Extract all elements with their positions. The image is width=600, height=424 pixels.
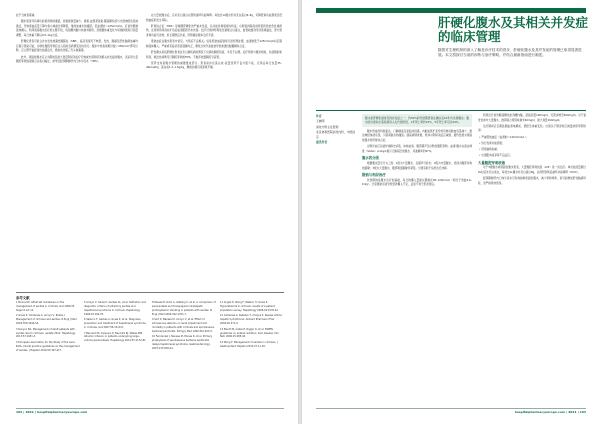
paragraph: 利尿治疗首选醛固酮拮抗剂螺内酯，起始剂量100mg/d，可逐步增至400mg/d。对于复发性或中大量腹水，推荐联合使用呋塞米40mg/d，最大剂量160mg/d。 <box>478 114 586 122</box>
paragraph: 对于3级腹水或顽固性腹水患者，大量腹腔穿刺放液（LVP）是一线治疗。单次放液量超过5L时应补充白蛋白，每放出1L腹水补充白蛋白8g，以预防穿刺后循环功能障碍（PICD）。 <box>478 166 586 174</box>
paragraph: 饮食限钠是腹水治疗的基础，每日钠摄入量建议限制在80–120mmol（相当于食盐4.6–6.9g）。过度限钠可能导致营养摄入不足，反而不利于患者预后。 <box>362 178 472 187</box>
right-page <box>302 0 600 424</box>
references-column <box>220 301 284 354</box>
references-column <box>16 301 80 354</box>
section-heading: 限钠与利尿治疗 <box>362 173 386 178</box>
reference-item: 13 Plauth M, Cabré E, Riggio O, et al. ESPEN guidelines on enteral nutrition: liver disease. Clin Nutr 2006;25:285-94. <box>220 327 279 339</box>
paragraph: 经颈静脉肝内门体分流术可有效控制顽固性腹水，减少穿刺频率，但可能增加肝性脑病风险，需严格筛选患者。 <box>478 177 586 185</box>
right-column-1 <box>362 114 472 404</box>
reference-item: 1 Moore KP, Aithal GP. Guidelines on the management of ascites in cirrhosis. Gut 2006;55 Suppl 6:vi1-12. <box>16 301 75 312</box>
left-column-1 <box>16 14 138 302</box>
reference-item: 12 Cárdenas A, Kelleher T, Chopra S. Review article: hepatic hydrothorax. Aliment Pharmacol Ther 2004;20:271-9. <box>220 314 283 326</box>
header-divider <box>316 110 586 111</box>
paragraph: 诊断评估应包括详细病史采集、体格检查、腹部超声及诊断性腹腔穿刺。血清-腹水白蛋白梯度（SAAG）≥11g/L提示门脉高压性腹水，其准确率约97%。 <box>362 145 472 153</box>
bullet-item: • 出现肌肉痉挛等不良反应。 <box>479 154 513 158</box>
reference-item: 10 Fernández J, Navasa M, Planas R, et al. Primary prophylaxis of spontaneous bacterial peritonitis delays hepatorenal syndrome. Gastroenterology 2007;133:818-24. <box>152 335 213 351</box>
reference-item: 14 Wong F. Management of ascites in cirrhosis. J Gastroenterol Hepatol 2012;27:11-20. <box>220 340 278 348</box>
reference-item: 7 Bernardi M, Caraceni P, Navickis RJ, Wilkes MM. Albumin infusion in patients undergoing large-volume paracentesis. Hepatology 2012;55:1172-81. <box>84 331 147 343</box>
bullet-item: • 严重低钠血症（血清钠＜120mmol/L）； <box>479 135 529 139</box>
reference-item: 2 Ginès P, Cárdenas A, Arroyo V, Rodés J. Management of cirrhosis and ascites. N Engl J Med 2004;350:1646-54. <box>16 314 77 326</box>
references-divider <box>16 292 284 293</box>
references-title: 参考文献 <box>16 296 30 300</box>
paragraph: 营养支持是腹水管理的重要组成部分。患者常存在蛋白质-能量营养不良与肌少症，应保证每日热量35–40kcal/kg、蛋白质1.2–1.5g/kg，睡前加餐可改善氮平衡。 <box>146 61 282 70</box>
reference-item: 4 European Association for the Study of the Liver. EASL clinical practice guidelines on the management of ascites. J Hepatol 2010;53:397-417. <box>16 340 80 352</box>
paragraph: 低钠血症在腹水患者中常见，与预后不良相关。轻度低钠血症通常无需特殊处理，血清钠低于125mmol/L时应限制液体摄入；严重或有症状者需谨慎纠正，避免过快升高血钠导致渗透性脱髓鞘综合征。 <box>146 40 282 48</box>
author-role: 消化内科主任医师 <box>316 124 339 129</box>
reference-item: 9 Sort P, Navasa M, Arroyo V, et al. Effect of intravenous albumin on renal impairment and mortality in patients with cirrhosis and spontaneous bacterial peritonitis. N Engl J Med 1999;341:403-9. <box>152 318 215 333</box>
paragraph: 此外，顽固性腹水定义为限钠及最大剂量利尿剂治疗无效或出现利尿剂相关并发症的腹水，需采用大量腹腔穿刺放液联合白蛋白输注，或考虑经颈静脉肝内门体分流术（TIPS）。 <box>16 55 138 64</box>
references-list <box>16 301 284 354</box>
abstract-box: 腹水是肝硬化最常见的并发症之一，约50%的代偿期患者在确诊后10年内出现腹水。腹水的出现标志着疾病进入失代偿阶段，1年死亡率约15%，5年死亡率可达44%。 <box>362 114 472 127</box>
article-title: 肝硬化腹水及其相关并发症的临床管理 <box>438 15 589 44</box>
paragraph: 腹水形成的机制复杂，门静脉高压是始动因素。内脏血管扩张导致有效动脉血容量减少，激活神经体液系统，引起肾脏水钠潴留。随着病情进展，机体对利尿剂反应减弱，最终发展为顽固性腹水和肝肾综合征。 <box>362 129 472 142</box>
paragraph: 腹水患者伴有肾功能衰退和钠潴留，尿钠排泄量减少。肾素-血管紧张素-醛固酮系统与交感神经系统被激活，导致肾血流量下降与肾小球滤过率降低，继而加重水钠潴留。若血清钠＜125mmol/L，应首先限制液体摄入。利尿剂是腹水治疗的主要手段，包括螺内酯与呋塞米联用，需根据体重变化与尿钠排泄进行剂量调整，每日体重下降以0.5–1kg为宜。 <box>16 20 138 37</box>
paragraph: 治疗期间应定期监测血清电解质、肌酐及体重变化。出现以下情况时应减量或停用利尿剂： <box>478 124 586 133</box>
reference-item: 3 Runyon BA. Management of adult patients with ascites due to cirrhosis: update 2012. Hepatology 2013;57:1651-3. <box>16 327 76 339</box>
left-page <box>0 0 298 424</box>
paragraph: 肝性胸水是指肝硬化患者在无心肺疾病的情况下出现的胸腔积液，多见于右侧。治疗原则与腹水相似，包括限钠和利尿，难治性病例可行胸腔穿刺或TIPS，不推荐放置胸腔引流管。 <box>146 50 282 59</box>
paragraph: 拉不当或者衰减。 <box>16 14 37 17</box>
references-column <box>152 301 216 354</box>
bullet-item: • 肝性脑病加重； <box>479 147 500 151</box>
author-affiliation: 北京协和医院消化内科，中国北京 <box>316 130 356 139</box>
author-name: 王晓明 <box>316 119 325 124</box>
right-page-footer: hospitalpharmacyeurope.com | 2021 | 163 <box>514 410 586 414</box>
reference-item: 6 Salerno F, Gerbes A, Ginès P, et al. Diagnosis, prevention and treatment of hepatorenal syndrome in cirrhosis. Gut 2007;56:1310-8. <box>84 318 146 330</box>
bullet-item: • 进行性肾功能损害； <box>479 141 505 145</box>
references-column <box>84 301 148 354</box>
header-band <box>316 8 586 13</box>
footer-divider <box>16 408 284 409</box>
paragraph: 根据腹水量可分为三级：1级为少量腹水，仅超声可检出；2级为中量腹水，表现为腹部对称性膨隆；3级为大量腹水，腹部明显膨隆伴紧张。分级有助于指导治疗选择。 <box>362 161 472 170</box>
author-label: 作者 <box>316 114 322 118</box>
left-column-2 <box>146 14 282 302</box>
footer-divider <box>316 408 586 409</box>
reference-item: 8 Rössle M, Ochs A, Gülberg V, et al. A comparison of paracentesis and transjugular intrahepatic portosystemic shunting in patients with ascites. N Engl J Med 2000;342:1701-7. <box>152 301 216 316</box>
right-column-2 <box>478 114 586 404</box>
reference-item: 5 Arroyo V, Ginès P, Gerbes AL, et al. Definition and diagnostic criteria of refractory ascites and hepatorenal syndrome in cirrhosis. Hepatology 1996;23:164-76. <box>84 301 146 316</box>
correspondence-label: 通讯作者 <box>316 140 328 145</box>
left-page-footer: 162 | 2021 | hospitalpharmacyeurope.com <box>16 410 88 414</box>
article-subtitle: 随着对生理机制的深入了解及诊疗技术的进步，肝硬化腹水及其并发症的管理已取得显著进展。本文将探讨当前的诊断与治疗策略，并结合最新指南进行阐述。 <box>438 48 582 57</box>
paragraph: 在大量放腹水后，应补充白蛋白以预防循环功能障碍。每放出1L腹水约补充白蛋白6–8g，可降低肾功能损害及低钠血症的发生风险。 <box>146 14 282 22</box>
reference-item: 11 Angeli P, Wong F, Watson H, Ginès P. Hyponatremia in cirrhosis: results of a patient population survey. Hepatology 2006;44:1535-42. <box>220 301 279 312</box>
section-heading: 腹水的分级 <box>362 156 379 161</box>
author-sidebar <box>316 114 356 145</box>
paragraph: 肝硬化患者可能合并自发性细菌性腹膜炎（SBP），临床表现可不典型。发热、腹痛及肝性脑病加重均应提示感染可能，诊断性腹腔穿刺应在入院时及病情变化时进行。腹水中性粒细胞计数＞250/mm³即可诊断，应立即开始经验性抗菌治疗，通常首选第三代头孢菌素。 <box>16 40 138 53</box>
section-heading: 大量腹腔穿刺放液 <box>478 160 506 165</box>
paragraph: 肝肾综合征（HRS）是晚期肝硬化的严重并发症，以功能性肾衰竭为特征。诊断需排除其他原因所致的急性肾损伤，在停用利尿剂并扩容后血清肌酐仍未改善。治疗可选择特利加压素联合白蛋白，血管收缩剂可改善肾灌注，部分患者肾功能可逆转，但长期预后仍差，肝移植是根本治疗手段。 <box>146 24 282 37</box>
